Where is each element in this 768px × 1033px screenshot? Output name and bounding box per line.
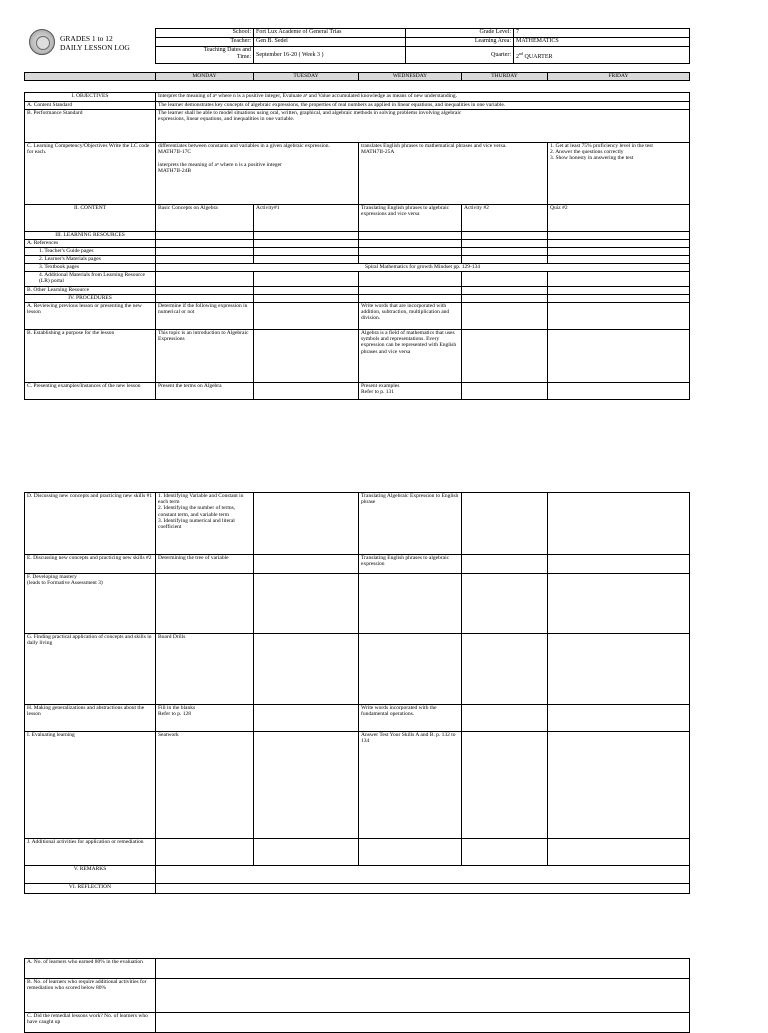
procedures-label: IV. PROCEDURES: [25, 295, 156, 303]
learners-80-percent-label: A. No. of learners who earned 80% in the evaluation: [25, 959, 156, 979]
lc-wednesday: translates English phrases to mathematical phrases and vice versa. MATH7II-25A: [359, 143, 548, 205]
learning-competency-label: C. Learning Competency/Objectives Write the LC code for each.: [25, 143, 156, 205]
teachers-guide-label: 1. Teacher's Guide pages: [25, 248, 156, 256]
lc-monday: differentiates between constants and variables in a given algebraic expression. MATH7II-17C interprets the meaning of aⁿ where n is a positive integer MATH7II-24B: [156, 143, 359, 205]
lesson-table-part3: [24, 958, 690, 1033]
generalizations-label: H. Making generalizations and abstractions about the lesson: [25, 705, 156, 732]
teacher-value: Gen B. Sedel: [254, 38, 406, 47]
establishing-purpose-label: B. Establishing a purpose for the lesson: [25, 330, 156, 383]
school-value: Fort Lux Academe of General Trias: [254, 29, 406, 38]
day-wednesday: WEDNESDAY: [359, 73, 462, 81]
textbook-pages-text: Spiral Mathematics for growth Mindset pp. 129-134: [156, 264, 690, 272]
content-tuesday: Activity#1: [254, 205, 359, 232]
performance-standard-text: The learner shall be able to model situations using oral, written, graphical, and algebraic methods in solving problems involving algebraic expressions, linear equations, and inequalities in one variable.: [156, 110, 690, 143]
evaluating-learning-wednesday: Answer Test Your Skills A and B. p. 132 to 134: [359, 732, 462, 839]
discussing-concepts-1-wednesday: Translating Algebraic Expression to English phrase: [359, 493, 462, 555]
learning-resources-label: III. LEARNING RESOURCES: [25, 232, 156, 240]
remedial-lessons-label: C. Did the remedial lessons work? No. of learners who have caught up: [25, 1013, 156, 1033]
day-monday: MONDAY: [156, 73, 254, 81]
discussing-concepts-2-wednesday: Translating English phrases to algebraic expression: [359, 555, 462, 574]
remarks-label: V. REMARKS: [25, 866, 156, 884]
additional-materials-label: 4. Additional Materials from Learning Resource (LR) portal: [25, 272, 156, 287]
deped-seal-logo: [29, 29, 55, 55]
content-standard-label: A. Content Standard: [25, 102, 156, 110]
lc-friday: 1. Get at least 75% proficiency level in the test 2. Answer the questions correctly 3. Show honesty in answering the test: [548, 143, 690, 205]
day-tuesday: TUESDAY: [254, 73, 359, 81]
content-standard-text: The learner demonstrates key concepts of algebraic expressions, the properties of real numbers as applied in linear equations, and inequalities in one variable.: [156, 102, 690, 110]
evaluating-learning-label: I. Evaluating learning: [25, 732, 156, 839]
teaching-dates-value: September 16-20 ( Week 3 ): [254, 47, 406, 64]
grade-level-value: 7: [514, 29, 690, 38]
objectives-label: I. OBJECTIVES: [25, 93, 156, 102]
presenting-examples-label: C. Presenting examples/Instances of the new lesson: [25, 383, 156, 400]
days-header-table: [24, 72, 690, 81]
learning-area-value: MATHEMATICS: [514, 38, 690, 47]
grades-title: GRADES 1 to 12: [60, 34, 113, 43]
content-monday: Basic Concepts on Algebra: [156, 205, 254, 232]
performance-standard-label: B. Performance Standard: [25, 110, 156, 143]
evaluating-learning-monday: Seatwork: [156, 732, 254, 839]
day-thursday: THURDAY: [462, 73, 548, 81]
reviewing-lesson-monday: Determine if the following expression in numerical or not: [156, 303, 254, 330]
reflection-label: VI. REFLECTION: [25, 884, 156, 894]
teacher-label: Teacher:: [156, 38, 254, 47]
dll-title: DAILY LESSON LOG: [60, 43, 130, 52]
objectives-text: Interpret the meaning of aⁿ where n is a positive integer, Evaluate aⁿ and Value accumulated knowledge as means of new understanding.: [156, 93, 690, 102]
quarter-label: Quarter:: [406, 47, 514, 64]
discussing-concepts-1-monday: 1. Identifying Variable and Constant in each term 2. Identifying the number of terms, constant term, and variable term 3. Identifying numerical and literal coefficient: [156, 493, 254, 555]
discussing-concepts-2-monday: Determining the tree of variable: [156, 555, 254, 574]
discussing-concepts-2-label: E. Discussing new concepts and practicing new skills #2: [25, 555, 156, 574]
generalizations-monday: Fill in the blanks Refer to p. 128: [156, 705, 254, 732]
presenting-examples-wednesday: Present examples Refer to p. 131: [359, 383, 462, 400]
day-friday: FRIDAY: [548, 73, 690, 81]
developing-mastery-label: F. Developing mastery (leads to Formative Assessment 3): [25, 574, 156, 634]
content-friday: Quiz #2: [548, 205, 690, 232]
discussing-concepts-1-label: D. Discussing new concepts and practicing new skills #1: [25, 493, 156, 555]
grade-level-label: Grade Level:: [406, 29, 514, 38]
practical-application-label: G. Finding practical application of concepts and skills in daily living: [25, 634, 156, 705]
teaching-dates-label: Teaching Dates and Time:: [156, 47, 254, 64]
practical-application-monday: Board Drills: [156, 634, 254, 705]
school-label: School:: [156, 29, 254, 38]
establishing-purpose-wednesday: Algebra is a field of mathematics that uses symbols and representations. Every expression can be represented with English phrases and vice versa: [359, 330, 462, 383]
textbook-pages-label: 3. Textbook pages: [25, 264, 156, 272]
presenting-examples-monday: Present the terms on Algebra: [156, 383, 254, 400]
other-learning-resource-label: B. Other Learning Resource: [25, 287, 156, 295]
content-wednesday: Translating English phrases to algebraic expressions and vice versa: [359, 205, 462, 232]
header-info-table: [155, 28, 690, 64]
learners-remediation-label: B. No. of learners who require additional activities for remediation who scored below 80%: [25, 979, 156, 1013]
content-thursday: Activity #2: [462, 205, 548, 232]
references-label: A. References: [25, 240, 156, 248]
establishing-purpose-monday: This topic is an introduction to Algebraic Expressions: [156, 330, 254, 383]
learners-materials-label: 2. Learner's Materials pages: [25, 256, 156, 264]
additional-activities-label: J. Additional activities for application or remediation: [25, 839, 156, 866]
learning-area-label: Learning Area:: [406, 38, 514, 47]
lesson-table-part1: [24, 92, 690, 400]
quarter-value: 2nd QUARTER: [514, 47, 690, 64]
reviewing-lesson-wednesday: Write words that are incorporated with addition, subtraction, multiplication and division.: [359, 303, 462, 330]
lesson-table-part2: [24, 492, 690, 894]
content-label: II. CONTENT: [25, 205, 156, 232]
reviewing-lesson-label: A. Reviewing previous lesson or presenting the new lesson: [25, 303, 156, 330]
generalizations-wednesday: Write words incorporated with the fundamental operations.: [359, 705, 462, 732]
